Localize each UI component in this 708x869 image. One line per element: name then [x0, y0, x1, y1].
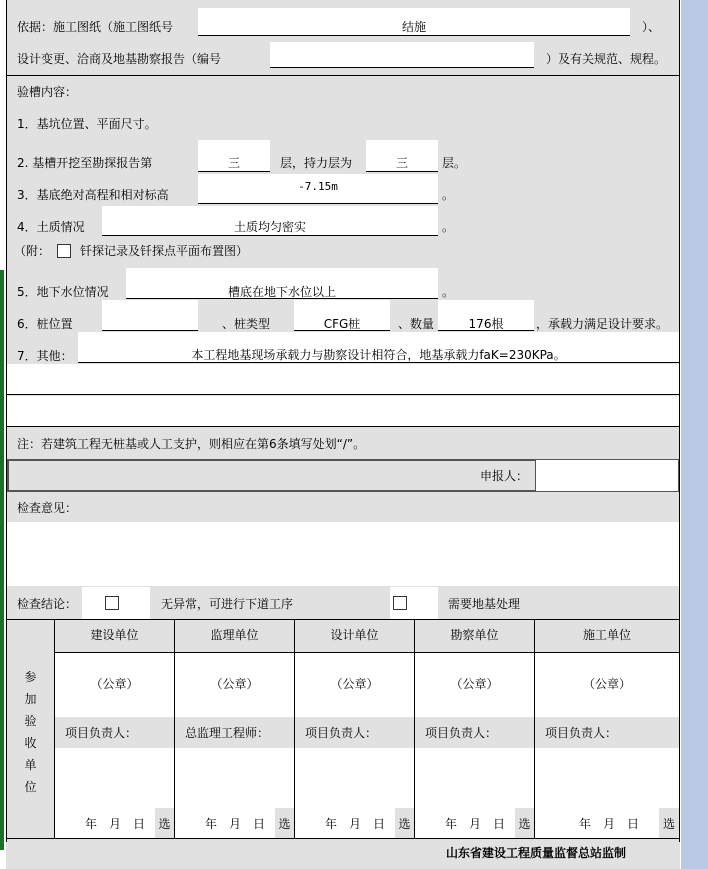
unit-person-label: 项目负责人：	[425, 726, 498, 740]
extra-blank-row-1[interactable]	[7, 364, 679, 395]
item6-suffix: ，承载力满足设计要求。	[536, 317, 669, 331]
date-pick-button[interactable]	[515, 808, 534, 838]
item2-suffix: 层。	[442, 156, 467, 170]
unit-date: 年 月 日	[205, 817, 266, 831]
side-label-char: 验	[24, 714, 37, 728]
unit-person-cell	[175, 717, 294, 748]
pile-type-value: CFG桩	[323, 317, 361, 331]
divider	[6, 75, 680, 76]
unit-date: 年 月 日	[445, 817, 506, 831]
needs-treatment-option: 需要地基处理	[448, 597, 521, 611]
side-label-char: 加	[24, 692, 37, 706]
unit-header-cell	[55, 620, 174, 652]
no-abnormal-option: 无异常，可进行下道工序	[161, 597, 294, 611]
date-pick-button[interactable]	[155, 808, 174, 838]
drawing-number-value: 结施	[401, 20, 426, 34]
date-pick-label: 选	[158, 817, 171, 831]
opinion-label: 检查意见：	[17, 501, 78, 515]
unit-seal-cell[interactable]	[535, 653, 679, 717]
unit-date-cell[interactable]	[415, 808, 515, 838]
excavation-layer-field[interactable]	[198, 140, 270, 172]
applicant-field[interactable]	[535, 459, 679, 492]
date-pick-label: 选	[662, 817, 675, 831]
applicant-row	[7, 459, 535, 492]
unit-header-cell	[415, 620, 534, 652]
side-label-char: 单	[24, 758, 37, 772]
bearing-layer-field[interactable]	[366, 140, 438, 172]
right-panel	[681, 0, 708, 869]
item2-prefix: 2. 基槽开挖至勘探报告第	[17, 156, 153, 170]
unit-date-cell[interactable]	[175, 808, 275, 838]
unit-sign-cell[interactable]	[295, 748, 414, 808]
unit-sign-cell[interactable]	[415, 748, 534, 808]
unit-person-cell	[295, 717, 414, 748]
elevation-field[interactable]	[198, 174, 438, 204]
footer-text: 山东省建设工程质量监督总站监制	[446, 846, 627, 860]
basis-line1-prefix: 依据：施工图纸（施工图纸号	[17, 20, 174, 34]
units-side-cell	[7, 620, 54, 838]
needs-treatment-checkbox[interactable]	[393, 596, 407, 610]
soil-condition-value: 土质均匀密实	[233, 220, 306, 234]
item4-suffix: 。	[442, 220, 455, 234]
date-pick-button[interactable]	[395, 808, 414, 838]
unit-seal-cell[interactable]	[415, 653, 534, 717]
item5-label: 5．地下水位情况	[17, 285, 109, 299]
basis-line1-suffix: ）、	[642, 20, 661, 34]
item6-label: 6．桩位置	[17, 317, 73, 331]
item4-label: 4．土质情况	[17, 220, 85, 234]
item1-text: 1．基坑位置、平面尺寸。	[17, 117, 157, 131]
side-label-char: 参	[24, 670, 37, 684]
unit-sign-cell[interactable]	[175, 748, 294, 808]
date-pick-button[interactable]	[275, 808, 294, 838]
pile-quantity-value: 176根	[468, 317, 504, 331]
unit-person-cell	[415, 717, 534, 748]
elevation-value: -7.15m	[298, 180, 338, 193]
unit-date-cell[interactable]	[295, 808, 395, 838]
left-accent	[0, 270, 4, 850]
content-heading: 验槽内容：	[17, 85, 78, 99]
unit-seal: （公章）	[450, 677, 499, 691]
water-level-value: 槽底在地下水位以上	[227, 285, 336, 299]
unit-date-cell[interactable]	[55, 808, 155, 838]
item5-suffix: 。	[442, 285, 455, 299]
table-row-line	[54, 652, 680, 653]
frame-right-border	[679, 0, 680, 842]
opinion-field[interactable]	[7, 522, 679, 586]
no-abnormal-checkbox[interactable]	[105, 596, 119, 610]
applicant-label: 申报人：	[480, 469, 529, 483]
conclusion-label: 检查结论：	[17, 597, 78, 611]
pile-type-field[interactable]	[294, 300, 390, 331]
side-label-char: 收	[24, 736, 37, 750]
unit-seal: （公章）	[90, 677, 139, 691]
basis-line2-prefix: 设计变更、洽商及地基勘察报告（编号	[17, 52, 222, 66]
unit-person-cell	[55, 717, 174, 748]
excavation-layer-value: 三	[227, 156, 240, 170]
unit-name: 建设单位	[90, 628, 139, 642]
unit-header-cell	[175, 620, 294, 652]
attachment-checkbox[interactable]	[57, 244, 71, 258]
unit-seal-cell[interactable]	[175, 653, 294, 717]
unit-person-cell	[535, 717, 679, 748]
item6-type-label: 、桩类型	[222, 317, 271, 331]
unit-seal-cell[interactable]	[295, 653, 414, 717]
date-pick-button[interactable]	[659, 808, 679, 838]
unit-sign-cell[interactable]	[535, 748, 679, 808]
attachment-note-prefix: （附：	[14, 244, 51, 258]
pile-quantity-field[interactable]	[438, 300, 534, 331]
date-pick-label: 选	[518, 817, 531, 831]
unit-date: 年 月 日	[85, 817, 146, 831]
unit-seal: （公章）	[210, 677, 259, 691]
unit-date: 年 月 日	[579, 817, 640, 831]
unit-person-label: 项目负责人：	[65, 726, 138, 740]
unit-person-label: 总监理工程师：	[185, 726, 270, 740]
unit-name: 勘察单位	[450, 628, 499, 642]
unit-sign-cell[interactable]	[55, 748, 174, 808]
unit-date: 年 月 日	[325, 817, 386, 831]
extra-blank-row-2[interactable]	[7, 396, 679, 427]
unit-name: 监理单位	[210, 628, 259, 642]
side-label-char: 位	[24, 780, 37, 794]
other-field[interactable]	[78, 332, 679, 363]
date-pick-label: 选	[398, 817, 411, 831]
unit-header-cell	[295, 620, 414, 652]
table-bottom-line	[6, 838, 680, 839]
date-pick-label: 选	[278, 817, 291, 831]
report-number-field[interactable]	[270, 42, 534, 68]
unit-seal: （公章）	[330, 677, 379, 691]
unit-person-label: 项目负责人：	[305, 726, 378, 740]
item3-label: 3．基底绝对高程和相对标高	[17, 188, 169, 202]
item3-suffix: 。	[442, 188, 455, 202]
unit-seal-cell[interactable]	[55, 653, 174, 717]
footnote: 注：若建筑工程无桩基或人工支护，则相应在第6条填写处划“/”。	[17, 437, 366, 451]
pile-position-field[interactable]	[102, 300, 198, 331]
bearing-layer-value: 三	[395, 156, 408, 170]
other-value: 本工程地基现场承载力与勘察设计相符合，地基承载力faK=230KPa。	[191, 348, 566, 362]
item7-label: 7．其他：	[17, 349, 73, 363]
drawing-number-field[interactable]	[198, 8, 630, 36]
unit-name: 施工单位	[582, 628, 631, 642]
water-level-field[interactable]	[126, 268, 438, 299]
unit-seal: （公章）	[582, 677, 631, 691]
item2-mid: 层，持力层为	[280, 156, 353, 170]
basis-line2-suffix: ）及有关规范、规程。	[546, 52, 667, 66]
attachment-note-text: 钎探记录及钎探点平面布置图）	[80, 244, 249, 258]
unit-header-cell	[535, 620, 679, 652]
item6-qty-label: 、数量	[398, 317, 435, 331]
unit-name: 设计单位	[330, 628, 379, 642]
soil-condition-field[interactable]	[102, 206, 438, 236]
unit-date-cell[interactable]	[535, 808, 659, 838]
unit-person-label: 项目负责人：	[545, 726, 618, 740]
